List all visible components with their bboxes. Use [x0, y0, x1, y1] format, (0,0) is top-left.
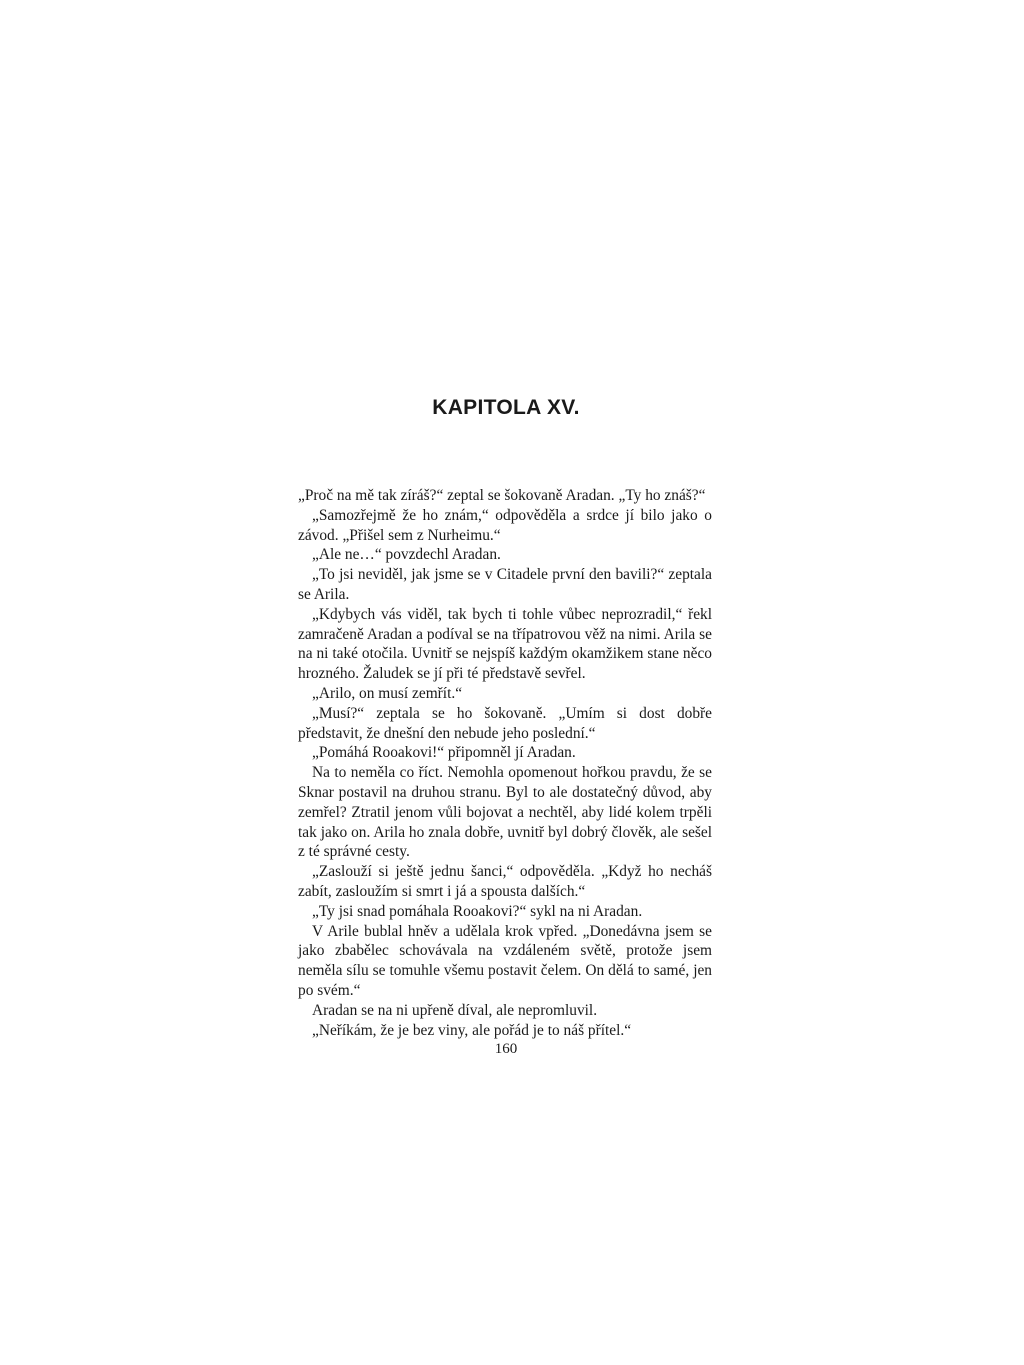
- paragraph: V Arile bublal hněv a udělala krok vpřed. „Donedávna jsem se jako zbabělec schovávala na vzdáleném světě, protože jsem neměla sílu se tomuhle všemu postavit čelem. On dělá to samé, jen po svém.“: [298, 922, 712, 999]
- paragraph: „Samozřejmě že ho znám,“ odpověděla a srdce jí bilo jako o závod. „Přišel sem z Nurheimu.“: [298, 506, 712, 544]
- paragraph: Na to neměla co říct. Nemohla opomenout hořkou pravdu, že se Sknar postavil na druhou stranu. Byl to ale dostatečný důvod, aby zemřel? Ztratil jenom vůli bojovat a nechtěl, aby lidé kolem trpěli tak jako on. Arila ho znala dobře, uvnitř byl dobrý člověk, ale sešel z té správné cesty.: [298, 764, 712, 861]
- paragraph: „Pomáhá Rooakovi!“ připomněl jí Aradan.: [312, 744, 576, 762]
- paragraph: „To jsi neviděl, jak jsme se v Citadele první den bavili?“ zeptala se Arila.: [298, 566, 712, 603]
- paragraph: „Musí?“ zeptala se ho šokovaně. „Umím si dost dobře představit, že dnešní den nebude jeho poslední.“: [298, 704, 712, 742]
- paragraph: „Proč na mě tak zíráš?“ zeptal se šokovaně Aradan. „Ty ho znáš?“: [298, 487, 706, 504]
- paragraph: „Neříkám, že je bez viny, ale pořád je to náš přítel.“: [312, 1021, 632, 1039]
- chapter-title: KAPITOLA XV.: [432, 396, 580, 419]
- paragraph: „Zaslouží si ještě jednu šanci,“ odpověděla. „Když ho necháš zabít, zasloužím si smrt i já a spousta dalších.“: [298, 863, 712, 900]
- paragraph: „Kdybych vás viděl, tak bych ti tohle vůbec neprozradil,“ řekl zamračeně Aradan a podíval se na třípatrovou věž na nimi. Arila se na ni také otočila. Uvnitř se nejspíš každým okamžikem stane něco hrozného. Žaludek se jí při té představě sevřel.: [298, 605, 712, 683]
- paragraph: „Ale ne…“ povzdechl Aradan.: [312, 546, 501, 564]
- body-text: [298, 486, 712, 1040]
- page-number: 160: [494, 1041, 518, 1057]
- paragraph: Aradan se na ni upřeně díval, ale nepromluvil.: [312, 1001, 598, 1019]
- paragraph: „Ty jsi snad pomáhala Rooakovi?“ sykl na ni Aradan.: [312, 902, 643, 920]
- paragraph: „Arilo, on musí zemřít.“: [312, 684, 463, 702]
